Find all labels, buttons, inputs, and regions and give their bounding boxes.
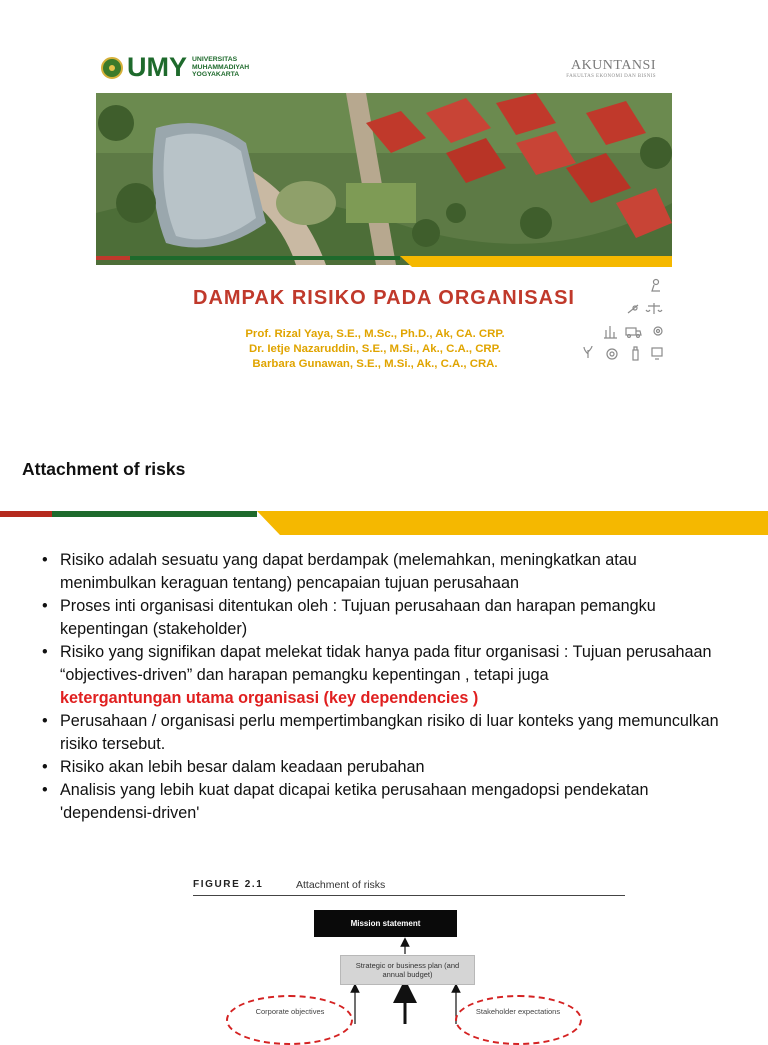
settings-icon	[607, 349, 617, 359]
bullet-text: Perusahaan / organisasi perlu mempertimbangkan risiko di luar konteks yang memunculkan risiko tersebut.	[60, 712, 719, 753]
key-dependencies-highlight: ketergantungan utama organisasi (key dependencies )	[60, 689, 479, 707]
campus-aerial-photo	[96, 93, 672, 265]
section-accent-stripe	[0, 509, 768, 535]
chart-icon	[604, 326, 617, 338]
bullet-item	[42, 779, 732, 825]
truck-icon	[626, 328, 641, 337]
logo-subtitle	[192, 56, 249, 79]
umy-logo	[101, 52, 249, 83]
stakeholder-expectations-label: Stakeholder expectations	[475, 1007, 561, 1016]
section-heading: Attachment of risks	[22, 459, 186, 479]
logo-text: UMY	[127, 52, 187, 82]
author-list	[160, 327, 590, 372]
stakeholder-expectations-ellipse	[455, 995, 582, 1045]
figure-label: FIGURE 2.1	[193, 879, 264, 890]
logo-sub-line: YOGYAKARTA	[192, 71, 240, 79]
plant-icon	[584, 346, 592, 358]
bullet-text: Risiko adalah sesuatu yang dapat berdampak (melemahkan, meningkatkan atau menimbulkan keraguan tentang) pencapaian tujuan perusahaan	[60, 551, 637, 592]
department-label	[566, 58, 656, 79]
author-line: Barbara Gunawan, S.E., M.Si., Ak., C.A., CRA.	[252, 358, 498, 370]
bullet-item	[42, 549, 732, 595]
bottle-icon	[633, 347, 638, 360]
bullet-item	[42, 710, 732, 756]
bullet-text: Proses inti organisasi ditentukan oleh : Tujuan perusahaan dan harapan pemangku kepentingan (stakeholder)	[60, 597, 656, 638]
logo-sub-line: MUHAMMADIYAH	[192, 63, 250, 71]
bullet-text: Risiko akan lebih besar dalam keadaan perubahan	[60, 758, 425, 776]
header-accent-bar	[96, 256, 672, 269]
bullet-item	[42, 641, 732, 710]
gear-icon	[654, 327, 662, 335]
bullet-item	[42, 756, 732, 779]
monitor-icon	[652, 348, 662, 359]
mission-statement-box: Mission statement	[314, 910, 457, 937]
decorative-icon-cluster	[580, 278, 670, 368]
strategic-plan-box: Strategic or business plan (and annual budget)	[340, 955, 475, 985]
figure-connectors	[0, 870, 768, 1024]
telescope-icon	[628, 305, 638, 313]
microscope-icon	[652, 280, 660, 292]
logo-sub-line: UNIVERSITAS	[192, 56, 238, 64]
department-subtitle: FAKULTAS EKONOMI DAN BISNIS	[566, 74, 656, 79]
bullet-text: Analisis yang lebih kuat dapat dicapai ketika perusahaan mengadopsi pendekatan 'dependensi-driven'	[60, 781, 649, 822]
department-title: AKUNTANSI	[570, 58, 656, 73]
bullet-list	[42, 549, 732, 825]
author-line: Prof. Rizal Yaya, S.E., M.Sc., Ph.D., Ak, CA. CRP.	[245, 328, 505, 340]
author-line: Dr. Ietje Nazaruddin, S.E., M.Si., Ak., C.A., CRP.	[249, 343, 501, 355]
figure-caption: Attachment of risks	[296, 879, 386, 891]
corporate-objectives-ellipse	[226, 995, 353, 1045]
bullet-text: Risiko yang signifikan dapat melekat tidak hanya pada fitur organisasi : Tujuan perusahaan “objectives-driven” dan harapan pemangku kepentingan , tetapi juga	[60, 643, 712, 684]
corporate-objectives-label: Corporate objectives	[255, 1007, 325, 1016]
umy-seal-icon	[101, 57, 123, 79]
slide-title: DAMPAK RISIKO PADA ORGANISASI	[193, 287, 575, 309]
scale-icon	[646, 303, 662, 314]
bullet-item	[42, 595, 732, 641]
